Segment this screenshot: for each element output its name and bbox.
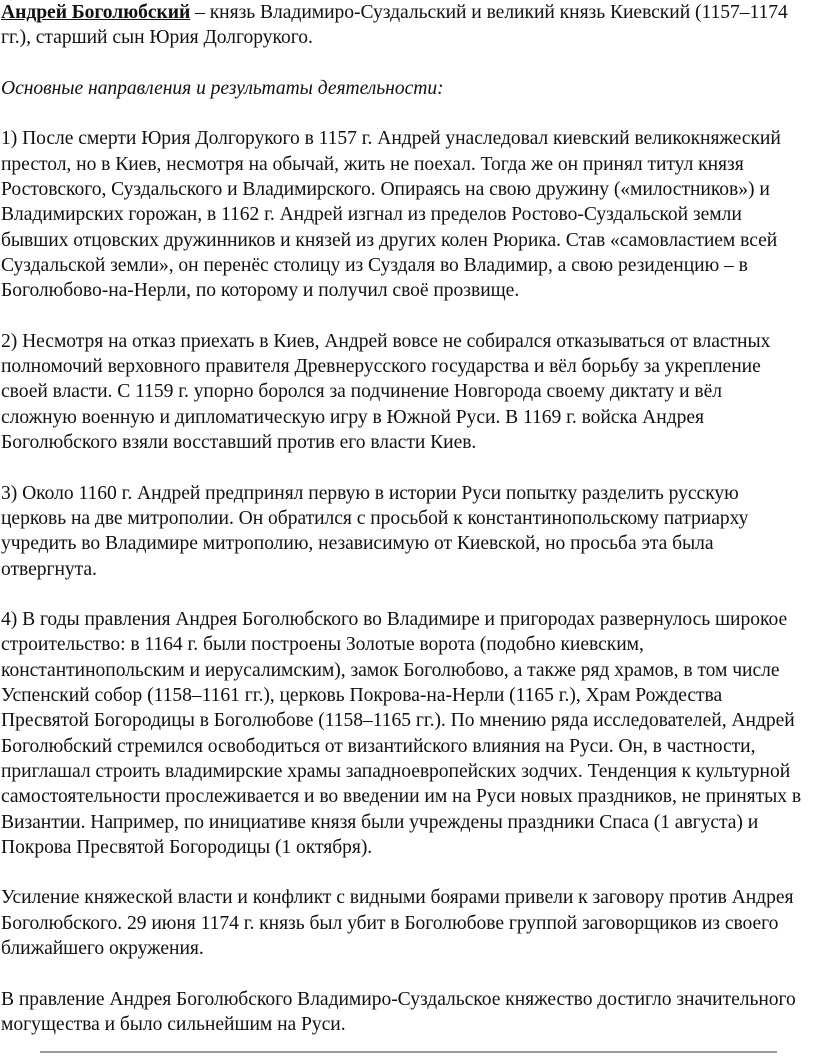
paragraph-4: 4) В годы правления Андрея Боголюбского во Владимире и пригородах развернулось широкое строительство: в 1164 г. были построены Золотые ворота (подобно киевским, константинопольским и иерусалимским), замок Боголюбово, а также ряд храмов, в том числе Успенский собор (1158–1161 гг.), церковь Покрова-на-Нерли (1165 г.), Храм Рождества Пресвятой Богородицы в Боголюбове (1158–1165 гг.). По мнению ряда исследователей, Андрей Боголюбский стремился освободиться от византийского влияния на Руси. Он, в частности, приглашал строить владимирские храмы западноевропейских зодчих. Тенденция к культурной самостоятельности прослеживается и во введении им на Руси новых праздников, не принятых в Византии. Например, по инициативе князя были учреждены праздники Спаса (1 августа) и Покрова Пресвятой Богородицы (1 октября). bbox=[1, 609, 802, 858]
paragraph-conclusion: В правление Андрея Боголюбского Владимиро-Суздальское княжество достигло значительного могущества и было сильнейшим на Руси. bbox=[1, 988, 796, 1035]
paragraph-3: 3) Около 1160 г. Андрей предпринял первую в истории Руси попытку разделить русскую церковь на две митрополии. Он обратился с просьбой к константинопольскому патриарху учредить во Владимире митрополию, независимую от Киевской, но просьба эта была отвергнута. bbox=[1, 482, 749, 580]
paragraph-conspiracy: Усиление княжеской власти и конфликт с видными боярами привели к заговору против Андрея Боголюбского. 29 июня 1174 г. князь был убит в Боголюбове группой заговорщиков из своего ближайшего окружения. bbox=[1, 887, 794, 959]
intro-text: – князь Владимиро-Суздальский и великий князь Киевский (1157–1174 гг.), старший сын Юрия Долгорукого. bbox=[1, 2, 788, 49]
section-subheading: Основные направления и результаты деятельности: bbox=[1, 77, 444, 99]
intro-paragraph bbox=[1, 0, 802, 51]
paragraph-1: 1) После смерти Юрия Долгорукого в 1157 г. Андрей унаследовал киевский великокняжеский престол, но в Киев, несмотря на обычай, жить не поехал. Тогда же он принял титул князя Ростовского, Суздальского и Владимирского. Опираясь на свою дружину («милостников») и Владимирских горожан, в 1162 г. Андрей изгнал из пределов Ростово-Суздальской земли бывших отцовских дружинников и князей из других колен Рюрика. Став «самовластием всей Суздальской земли», он перенёс столицу из Суздаля во Владимир, а свою резиденцию – в Боголюбово-на-Нерли, по которому и получил своё прозвище. bbox=[1, 128, 781, 302]
person-name-heading: Андрей Боголюбский bbox=[1, 2, 191, 23]
paragraph-2: 2) Несмотря на отказ приехать в Киев, Андрей вовсе не собирался отказываться от властных полномочий верховного правителя Древнерусского государства и вёл борьбу за укрепление своей власти. С 1159 г. упорно боролся за подчинение Новгорода своему диктату и вёл сложную военную и дипломатическую игру в Южной Руси. В 1169 г. войска Андрея Боголюбского взяли восставший против его власти Киев. bbox=[1, 330, 771, 454]
footer-divider bbox=[40, 1051, 777, 1053]
